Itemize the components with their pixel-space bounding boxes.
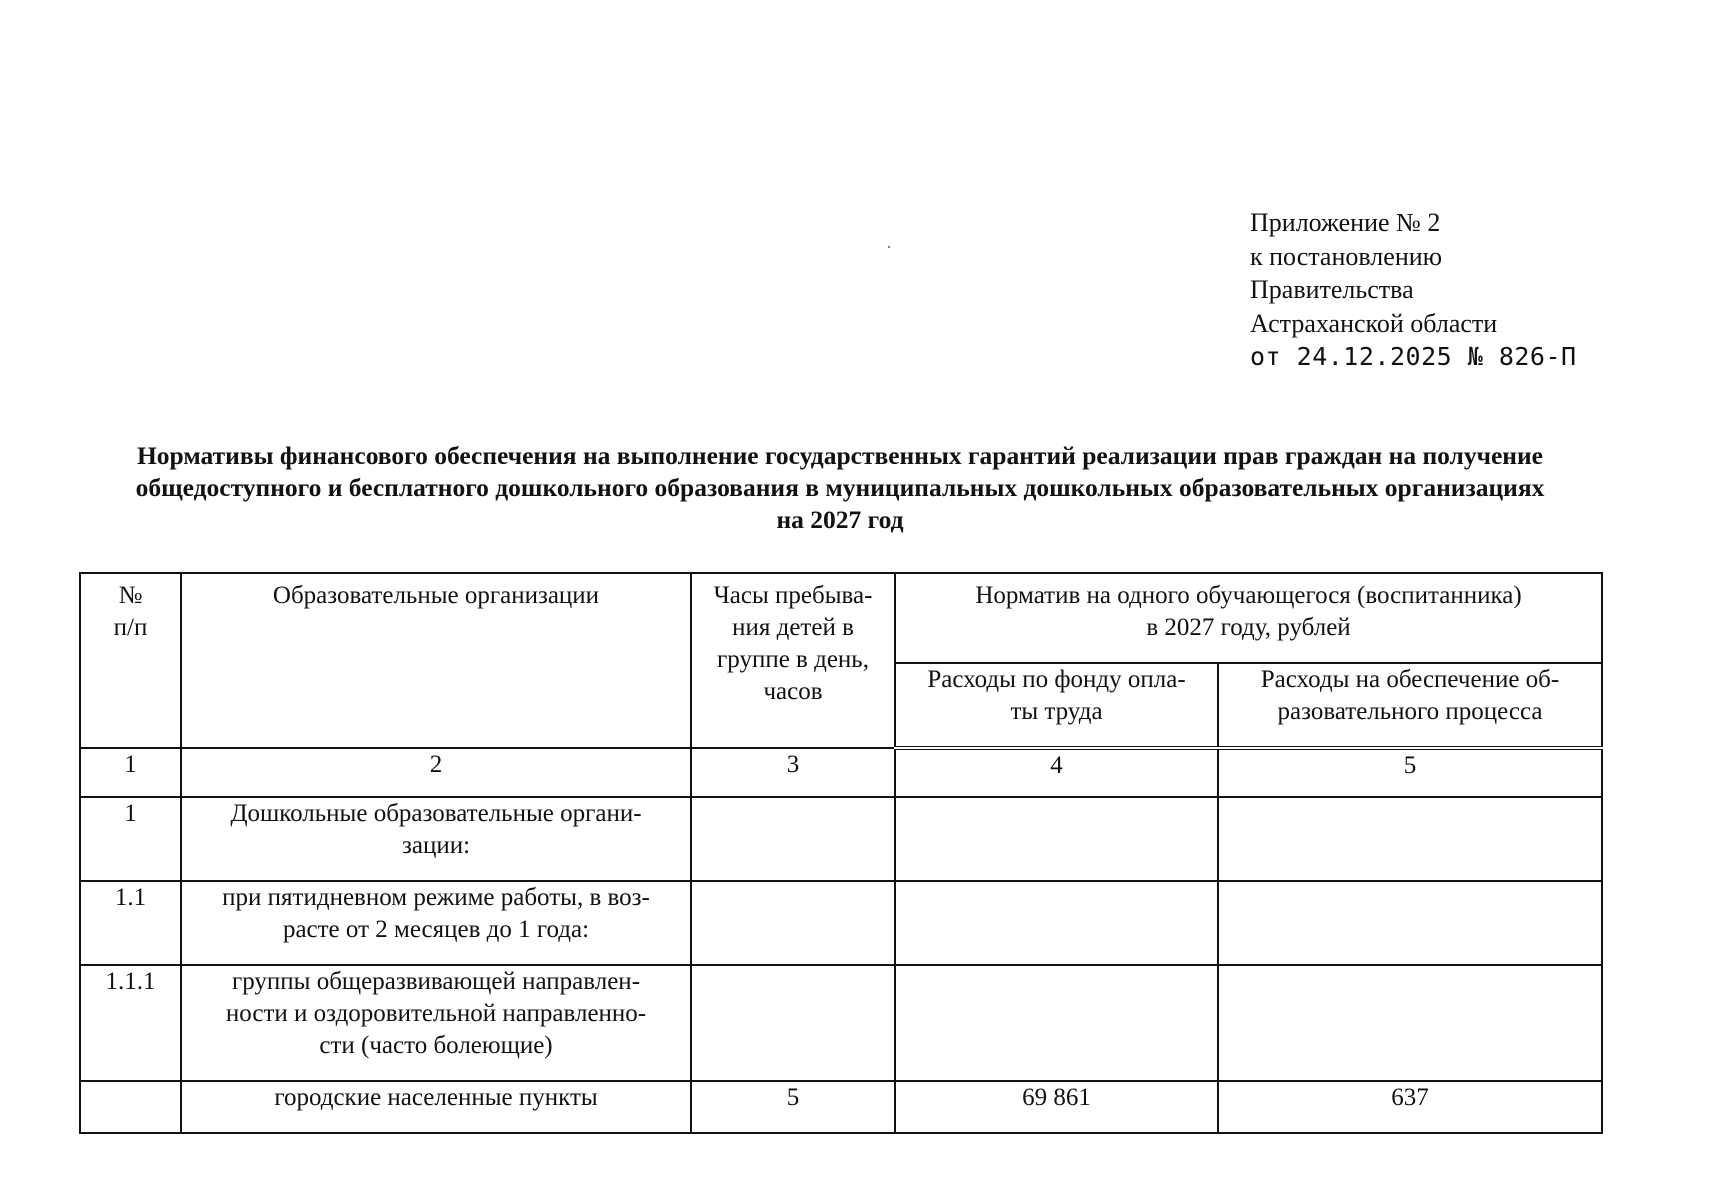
row-hours (691, 881, 895, 965)
row-wage (895, 965, 1218, 1081)
table-row (80, 1081, 1602, 1133)
appendix-government: Правительства (1250, 275, 1414, 304)
row-number: 1 (80, 797, 181, 881)
row-hours (691, 797, 895, 881)
row-education (1218, 797, 1602, 881)
appendix-block (1250, 206, 1577, 374)
norms-table (79, 572, 1603, 1134)
appendix-number: Приложение № 2 (1250, 208, 1441, 237)
row-organization: Дошкольные образовательные органи- зации: (181, 797, 691, 881)
header-number: № п/п (80, 573, 181, 748)
row-number (80, 1081, 181, 1133)
table-header-row (80, 573, 1602, 663)
column-number: 3 (691, 748, 895, 797)
row-wage (895, 881, 1218, 965)
column-number: 4 (895, 748, 1218, 797)
header-education-process: Расходы на обеспечение об- разовательного процесса (1218, 663, 1602, 748)
column-number-row (80, 748, 1602, 797)
table-row (80, 881, 1602, 965)
row-wage: 69 861 (895, 1081, 1218, 1133)
appendix-region: Астраханской области (1250, 308, 1498, 338)
row-hours: 5 (691, 1081, 895, 1133)
appendix-to-resolution: к постановлению (1250, 241, 1443, 271)
row-education (1218, 965, 1602, 1081)
row-education (1218, 881, 1602, 965)
column-number: 5 (1218, 748, 1602, 797)
row-number: 1.1 (80, 881, 181, 965)
row-wage (895, 797, 1218, 881)
header-norm: Норматив на одного обучающегося (воспитанника) в 2027 году, рублей (895, 573, 1602, 663)
scan-speck (888, 246, 890, 248)
row-organization: городские населенные пункты (181, 1081, 691, 1133)
row-number: 1.1.1 (80, 965, 181, 1081)
title-line-1: Нормативы финансового обеспечения на выполнение государственных гарантий реализации прав граждан на получение (136, 441, 1544, 470)
header-organizations: Образовательные организации (181, 573, 691, 748)
document-title (60, 440, 1620, 536)
row-organization: группы общеразвивающей направлен- ности и оздоровительной направленно- сти (часто болеющие) (181, 965, 691, 1081)
appendix-date-number: от 24.12.2025 № 826-П (1250, 342, 1577, 371)
row-organization: при пятидневном режиме работы, в воз- расте от 2 месяцев до 1 года: (181, 881, 691, 965)
title-line-2: общедоступного и бесплатного дошкольного образования в муниципальных дошкольных образовательных организациях (135, 473, 1545, 502)
header-wage-fund: Расходы по фонду опла- ты труда (895, 663, 1218, 748)
row-hours (691, 965, 895, 1081)
header-hours: Часы пребыва- ния детей в группе в день, часов (691, 573, 895, 748)
title-line-3: на 2027 год (776, 505, 904, 534)
row-education: 637 (1218, 1081, 1602, 1133)
table-row (80, 797, 1602, 881)
column-number: 2 (181, 748, 691, 797)
table-row (80, 965, 1602, 1081)
column-number: 1 (80, 748, 181, 797)
